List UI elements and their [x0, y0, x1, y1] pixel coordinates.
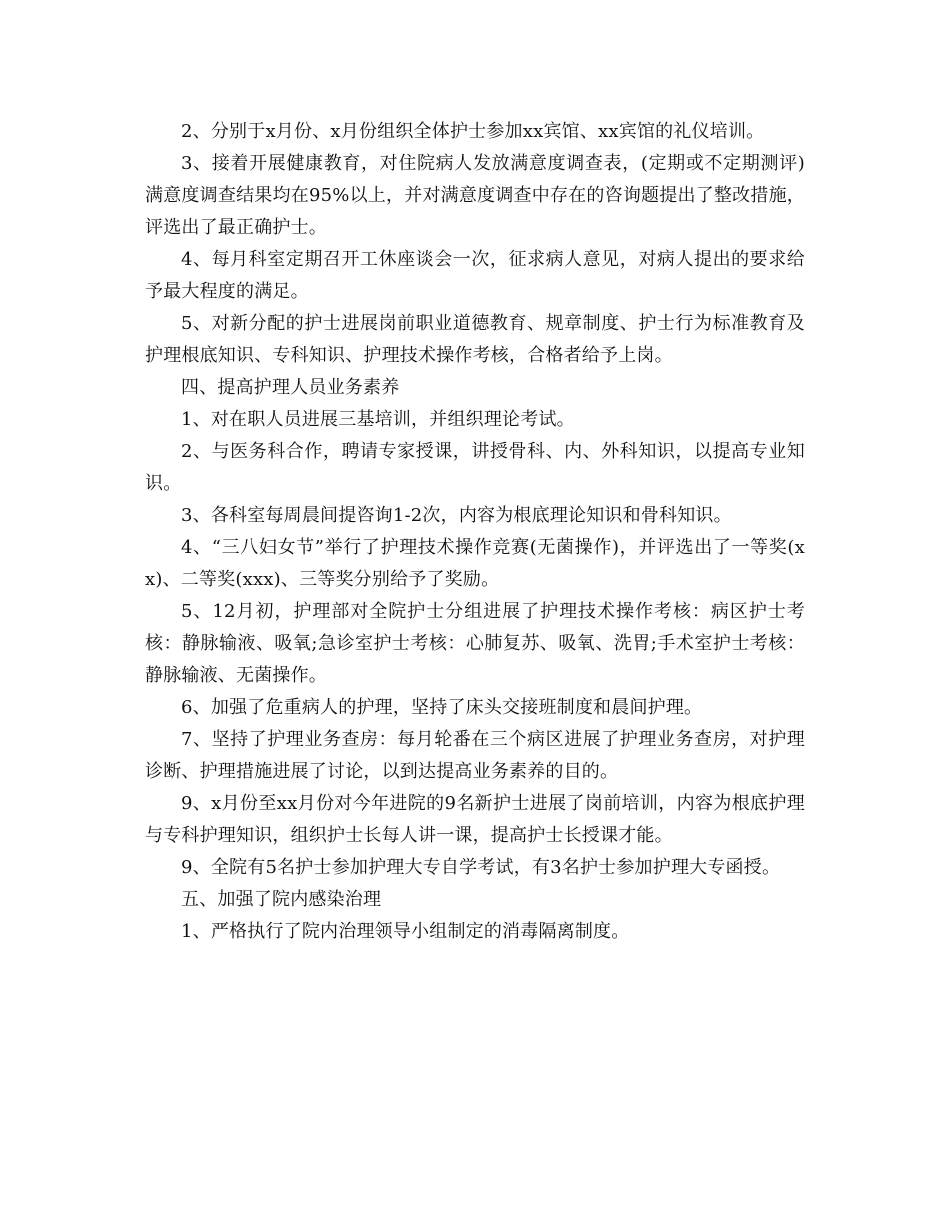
section-heading-professional-quality: 四、提高护理人员业务素养: [181, 377, 400, 398]
paragraph-disinfection-policy: 1、严格执行了院内治理领导小组制定的消毒隔离制度。: [181, 921, 630, 942]
paragraph-pre-job-training: 9、x月份至xx月份对今年进院的9名新护士进展了岗前培训，内容为根底护理与专科护理知识，组织护士长每人讲一课，提高护士长授课才能。: [145, 793, 805, 846]
paragraph-critical-care: 6、加强了危重病人的护理，坚持了床头交接班制度和晨间护理。: [181, 697, 703, 718]
paragraph-morning-consult: 3、各科室每周晨间提咨询1-2次，内容为根底理论知识和骨科知识。: [181, 505, 732, 526]
paragraph-basic-training: 1、对在职人员进展三基培训，并组织理论考试。: [181, 409, 575, 430]
paragraph-skills-competition: 4、“三八妇女节”举行了护理技术操作竞赛(无菌操作)，并评选出了一等奖(xx)、二等奖(xxx)、三等奖分别给予了奖励。: [145, 537, 805, 590]
paragraph-health-education: 3、接着开展健康教育，对住院病人发放满意度调查表，(定期或不定期测评)满意度调查结果均在95%以上，并对满意度调查中存在的咨询题提出了整改措施，评选出了最正确护士。: [145, 153, 805, 238]
paragraph-patient-meeting: 4、每月科室定期召开工休座谈会一次，征求病人意见，对病人提出的要求给予最大程度的满足。: [145, 249, 805, 302]
paragraph-expert-lectures: 2、与医务科合作，聘请专家授课，讲授骨科、内、外科知识，以提高专业知识。: [145, 441, 805, 494]
paragraph-ward-rounds: 7、坚持了护理业务查房：每月轮番在三个病区进展了护理业务查房，对护理诊断、护理措施进展了讨论，以到达提高业务素养的目的。: [145, 729, 805, 782]
document-body: [145, 116, 805, 948]
paragraph-further-education: 9、全院有5名护士参加护理大专自学考试，有3名护士参加护理大专函授。: [181, 857, 781, 878]
paragraph-etiquette-training: 2、分别于x月份、x月份组织全体护士参加xx宾馆、xx宾馆的礼仪培训。: [181, 121, 765, 142]
paragraph-skills-assessment: 5、12月初，护理部对全院护士分组进展了护理技术操作考核：病区护士考核：静脉输液、吸氧;急诊室护士考核：心肺复苏、吸氧、洗胃;手术室护士考核：静脉输液、无菌操作。: [145, 601, 805, 686]
paragraph-new-nurse-training: 5、对新分配的护士进展岗前职业道德教育、规章制度、护士行为标准教育及护理根底知识、专科知识、护理技术操作考核，合格者给予上岗。: [145, 313, 805, 366]
section-heading-infection-control: 五、加强了院内感染治理: [181, 889, 382, 910]
